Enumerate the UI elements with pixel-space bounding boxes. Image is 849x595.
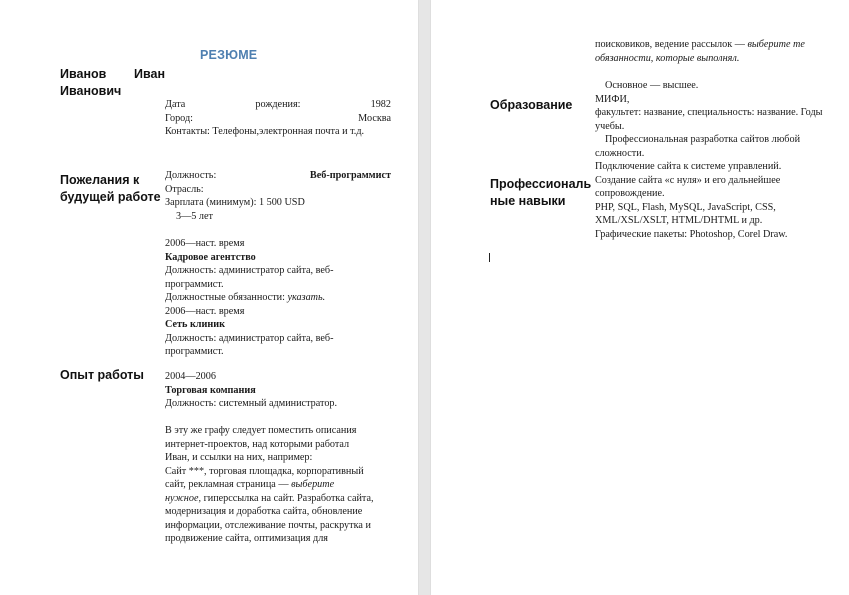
wishes-heading-line1: Пожелания к: [60, 173, 140, 187]
experience-continued: [165, 370, 397, 546]
continuation-italic-line: обязанности, которые выполнял.: [595, 52, 740, 64]
industry: Отрасль:: [165, 183, 204, 195]
birth-date-value: 1982: [370, 99, 391, 110]
job-period: 2006—наст. время: [165, 305, 245, 317]
education-faculty: факультет: название, специальность: название. Годы учебы.: [595, 107, 823, 132]
birth-date-row: [165, 98, 391, 112]
skill-line: Создание сайта «с нуля» и его дальнейшее сопровождение.: [595, 174, 781, 199]
desired-position-value: Веб-программист: [309, 170, 391, 181]
resume-title: РЕЗЮМЕ: [200, 48, 258, 62]
job-position: Должность: администратор сайта, веб-: [165, 265, 334, 276]
city-value: Москва: [358, 112, 391, 124]
personal-info: [165, 98, 391, 139]
job-company: Торговая компания: [165, 384, 256, 396]
job-position: Должность: системный администратор.: [165, 398, 338, 409]
job-duties: [165, 291, 397, 305]
desired-position-row: [165, 169, 391, 183]
skills-heading: [490, 176, 591, 210]
salary: Зарплата (минимум): 1 500 USD: [165, 197, 305, 208]
education-level: Основное — высшее.: [605, 80, 699, 91]
projects-note: [165, 424, 397, 546]
document-page-right: [431, 0, 849, 595]
contacts: Контакты: Телефоны,электронная почта и т.д.: [165, 126, 365, 137]
note-text: сайт, рекламная страница —: [165, 479, 289, 490]
experience-heading: Опыт работы: [60, 368, 144, 382]
document-page-left: [0, 0, 418, 595]
note-line: [165, 478, 397, 492]
job-period: 2004—2006: [165, 371, 216, 382]
note-italic: выберите: [291, 479, 335, 490]
skill-line: PHP, SQL, Flash, MySQL, JavaScript, CSS, XML/XSL/XSLT, HTML/DHTML и др.: [595, 201, 776, 226]
note-line: информации, отслеживание почты, раскрутка и: [165, 519, 371, 531]
city-row: [165, 112, 391, 126]
note-line: продвижение сайта, оптимизация для: [165, 533, 328, 544]
skill-line: Подключение сайта к системе управлений.: [595, 161, 782, 172]
city-label: Город:: [165, 112, 193, 124]
job-position-cont: программист.: [165, 278, 224, 290]
experience-years: 3—5 лет: [176, 210, 213, 222]
education-heading: Образование: [490, 98, 573, 112]
job-position-cont: программист.: [165, 346, 224, 357]
education-skills-block: [595, 79, 823, 241]
job-2: [165, 305, 397, 359]
note-italic: нужное,: [165, 492, 202, 504]
name-last: Иванов: [60, 67, 107, 81]
wishes-heading: [60, 172, 161, 206]
note-line: Сайт ***, торговая площадка, корпоративный: [165, 465, 364, 477]
text-cursor: [489, 253, 490, 262]
name-first: Иван: [134, 67, 166, 81]
job-position: Должность: администратор сайта, веб-: [165, 332, 334, 344]
skills-heading-line1: Профессиональ: [490, 177, 592, 191]
note-line: Иван, и ссылки на них, например:: [165, 452, 313, 463]
continuation-text: поисковиков, ведение рассылок —: [595, 39, 745, 50]
job-1: [165, 237, 397, 305]
skill-line: Графические пакеты: Photoshop, Corel Draw.: [595, 228, 788, 240]
skills-heading-line2: ные навыки: [490, 194, 566, 208]
note-line: [165, 492, 397, 506]
continuation-line: [595, 38, 823, 52]
note-text: гиперссылка на сайт. Разработка сайта,: [203, 492, 374, 504]
continuation-italic: выберите те: [747, 39, 805, 50]
note-line: В эту же графу следует поместить описания: [165, 425, 357, 436]
desired-position-label: Должность:: [165, 170, 217, 181]
job-period: 2006—наст. время: [165, 238, 245, 249]
job-3: [165, 370, 397, 411]
job-duties-value: указать.: [287, 292, 326, 303]
birth-date-mid: рождения:: [255, 99, 301, 110]
wishes-heading-line2: будущей работе: [60, 190, 161, 204]
duties-continuation: [595, 38, 823, 65]
job-duties-label: Должностные обязанности:: [165, 292, 285, 303]
note-line: интернет-проектов, над которыми работал: [165, 438, 350, 450]
birth-date-label: Дата: [165, 99, 186, 110]
wishes-block: [165, 169, 391, 223]
job-company: Кадровое агентство: [165, 251, 256, 263]
experience-jobs: [165, 237, 397, 359]
skill-line: Профессиональная разработка сайтов любой сложности.: [595, 134, 801, 159]
note-line: модернизация и доработка сайта, обновление: [165, 506, 363, 517]
job-company: Сеть клиник: [165, 319, 226, 330]
name-patronymic: Иванович: [60, 84, 122, 98]
education-institution: МИФИ,: [595, 93, 630, 105]
